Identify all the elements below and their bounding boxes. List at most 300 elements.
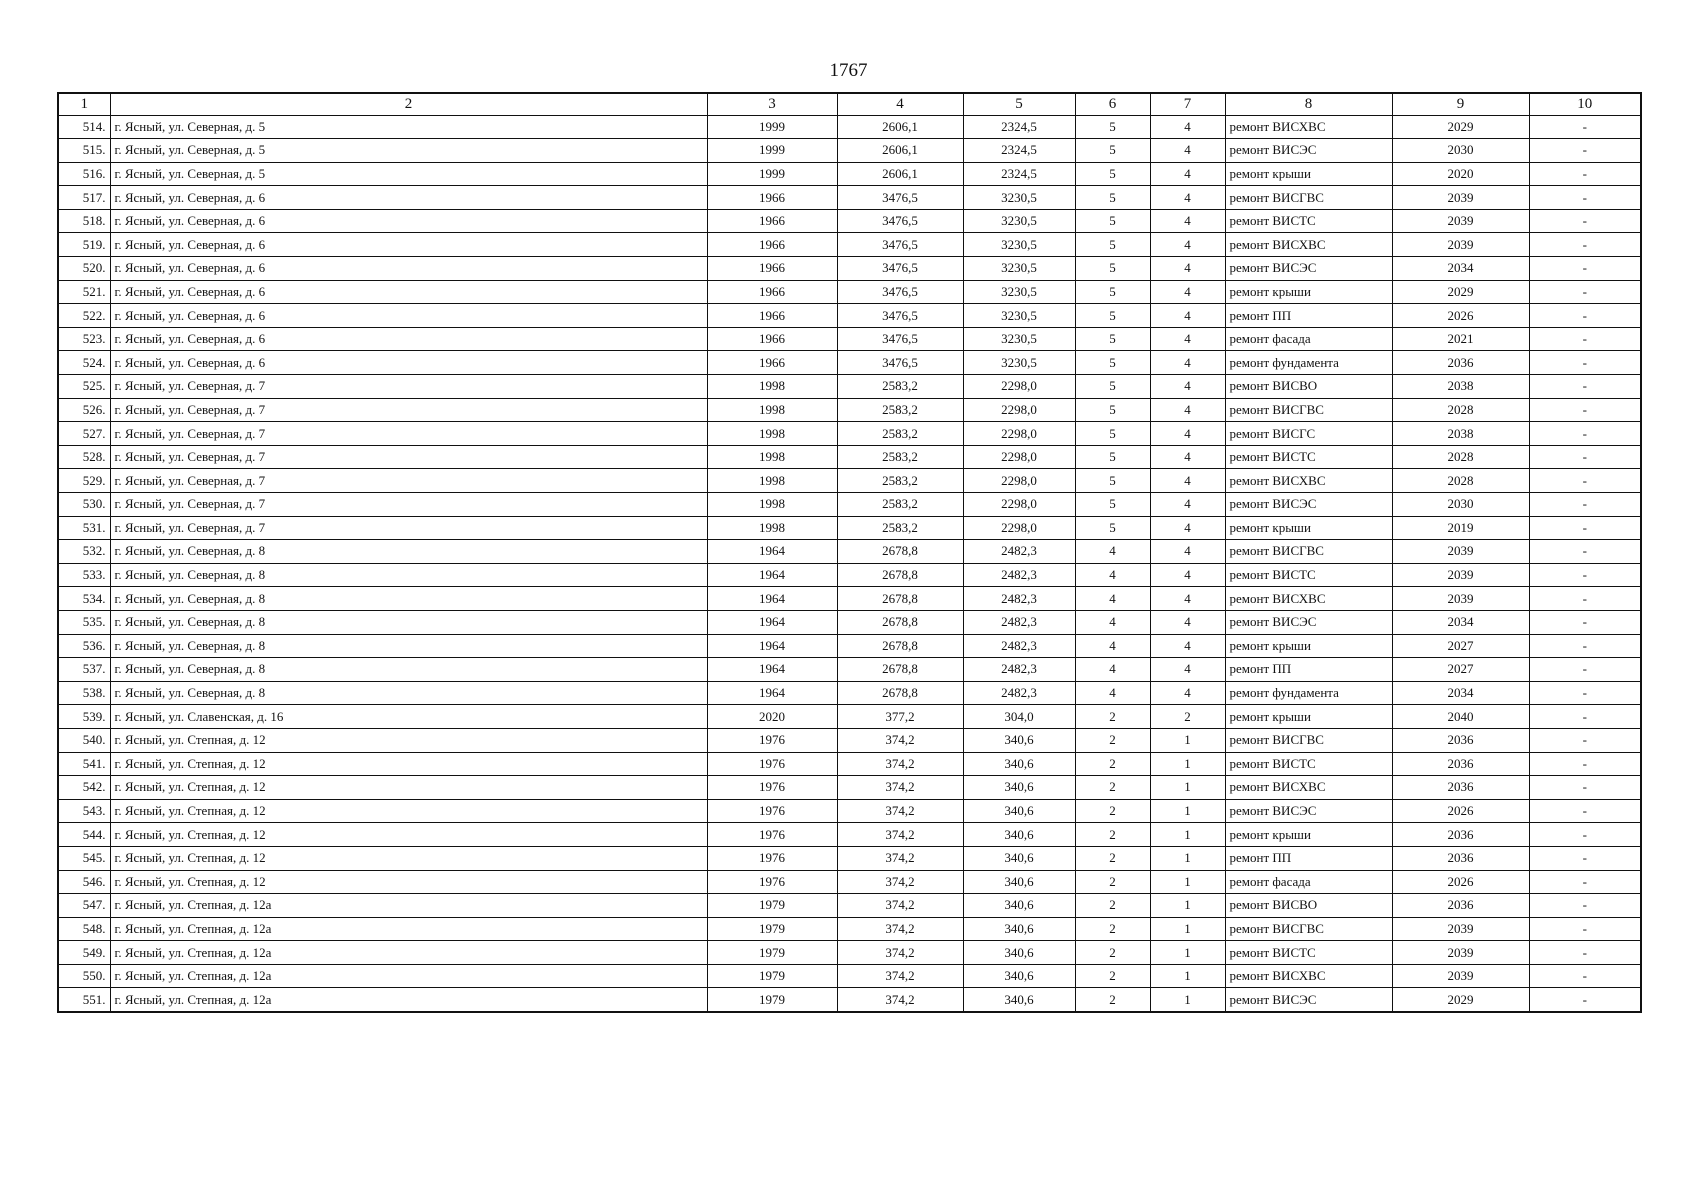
table-row xyxy=(58,469,1641,493)
floors-cell: 4 xyxy=(1075,658,1150,682)
total-area-cell: 2583,2 xyxy=(837,445,963,469)
table-row xyxy=(58,327,1641,351)
header-row xyxy=(58,93,1641,115)
row-number-cell: 538. xyxy=(58,681,110,705)
row-number-cell: 546. xyxy=(58,870,110,894)
address-cell: г. Ясный, ул. Северная, д. 6 xyxy=(110,280,707,304)
plan-year-cell: 2026 xyxy=(1392,870,1529,894)
table-row xyxy=(58,398,1641,422)
floors-cell: 2 xyxy=(1075,799,1150,823)
floors-cell: 5 xyxy=(1075,280,1150,304)
total-area-cell: 2583,2 xyxy=(837,469,963,493)
total-area-cell: 2606,1 xyxy=(837,115,963,139)
plan-year-cell: 2039 xyxy=(1392,563,1529,587)
build-year-cell: 1964 xyxy=(707,540,837,564)
row-number-cell: 529. xyxy=(58,469,110,493)
address-cell: г. Ясный, ул. Северная, д. 7 xyxy=(110,375,707,399)
note-cell: - xyxy=(1529,705,1641,729)
table-row xyxy=(58,894,1641,918)
floors-cell: 2 xyxy=(1075,964,1150,988)
address-cell: г. Ясный, ул. Северная, д. 6 xyxy=(110,351,707,375)
plan-year-cell: 2020 xyxy=(1392,162,1529,186)
living-area-cell: 304,0 xyxy=(963,705,1075,729)
row-number-cell: 547. xyxy=(58,894,110,918)
total-area-cell: 374,2 xyxy=(837,776,963,800)
living-area-cell: 340,6 xyxy=(963,941,1075,965)
note-cell: - xyxy=(1529,728,1641,752)
work-type-cell: ремонт фасада xyxy=(1225,327,1392,351)
total-area-cell: 3476,5 xyxy=(837,327,963,351)
row-number-cell: 534. xyxy=(58,587,110,611)
total-area-cell: 3476,5 xyxy=(837,257,963,281)
entrances-cell: 1 xyxy=(1150,823,1225,847)
entrances-cell: 4 xyxy=(1150,351,1225,375)
floors-cell: 5 xyxy=(1075,398,1150,422)
floors-cell: 4 xyxy=(1075,540,1150,564)
table-row xyxy=(58,610,1641,634)
table-row xyxy=(58,139,1641,163)
row-number-cell: 522. xyxy=(58,304,110,328)
total-area-cell: 2678,8 xyxy=(837,681,963,705)
entrances-cell: 4 xyxy=(1150,327,1225,351)
plan-year-cell: 2036 xyxy=(1392,846,1529,870)
register-table xyxy=(57,92,1642,1013)
build-year-cell: 1979 xyxy=(707,917,837,941)
build-year-cell: 1966 xyxy=(707,209,837,233)
column-header-9: 9 xyxy=(1392,93,1529,115)
living-area-cell: 3230,5 xyxy=(963,327,1075,351)
entrances-cell: 1 xyxy=(1150,988,1225,1012)
total-area-cell: 2583,2 xyxy=(837,375,963,399)
table-row xyxy=(58,540,1641,564)
total-area-cell: 3476,5 xyxy=(837,304,963,328)
work-type-cell: ремонт ВИСТС xyxy=(1225,209,1392,233)
living-area-cell: 340,6 xyxy=(963,964,1075,988)
work-type-cell: ремонт ВИСТС xyxy=(1225,563,1392,587)
table-row xyxy=(58,658,1641,682)
row-number-cell: 514. xyxy=(58,115,110,139)
table-row xyxy=(58,209,1641,233)
entrances-cell: 4 xyxy=(1150,115,1225,139)
work-type-cell: ремонт ВИСХВС xyxy=(1225,115,1392,139)
work-type-cell: ремонт крыши xyxy=(1225,280,1392,304)
table-row xyxy=(58,752,1641,776)
floors-cell: 4 xyxy=(1075,634,1150,658)
entrances-cell: 4 xyxy=(1150,398,1225,422)
entrances-cell: 4 xyxy=(1150,139,1225,163)
plan-year-cell: 2036 xyxy=(1392,351,1529,375)
address-cell: г. Ясный, ул. Степная, д. 12 xyxy=(110,776,707,800)
living-area-cell: 2482,3 xyxy=(963,658,1075,682)
floors-cell: 2 xyxy=(1075,705,1150,729)
work-type-cell: ремонт ВИСХВС xyxy=(1225,469,1392,493)
living-area-cell: 2298,0 xyxy=(963,398,1075,422)
build-year-cell: 1966 xyxy=(707,280,837,304)
build-year-cell: 1999 xyxy=(707,162,837,186)
floors-cell: 5 xyxy=(1075,115,1150,139)
living-area-cell: 340,6 xyxy=(963,752,1075,776)
row-number-cell: 536. xyxy=(58,634,110,658)
row-number-cell: 535. xyxy=(58,610,110,634)
living-area-cell: 2298,0 xyxy=(963,375,1075,399)
table-row xyxy=(58,917,1641,941)
table-row xyxy=(58,988,1641,1012)
entrances-cell: 4 xyxy=(1150,375,1225,399)
total-area-cell: 374,2 xyxy=(837,988,963,1012)
total-area-cell: 3476,5 xyxy=(837,280,963,304)
address-cell: г. Ясный, ул. Северная, д. 7 xyxy=(110,516,707,540)
living-area-cell: 2324,5 xyxy=(963,162,1075,186)
row-number-cell: 549. xyxy=(58,941,110,965)
floors-cell: 4 xyxy=(1075,587,1150,611)
address-cell: г. Ясный, ул. Степная, д. 12 xyxy=(110,799,707,823)
column-header-6: 6 xyxy=(1075,93,1150,115)
plan-year-cell: 2036 xyxy=(1392,752,1529,776)
note-cell: - xyxy=(1529,610,1641,634)
living-area-cell: 2324,5 xyxy=(963,139,1075,163)
total-area-cell: 3476,5 xyxy=(837,233,963,257)
total-area-cell: 2606,1 xyxy=(837,162,963,186)
entrances-cell: 1 xyxy=(1150,728,1225,752)
entrances-cell: 4 xyxy=(1150,516,1225,540)
floors-cell: 4 xyxy=(1075,681,1150,705)
table-row xyxy=(58,115,1641,139)
column-header-8: 8 xyxy=(1225,93,1392,115)
entrances-cell: 4 xyxy=(1150,493,1225,517)
build-year-cell: 1998 xyxy=(707,375,837,399)
living-area-cell: 3230,5 xyxy=(963,304,1075,328)
entrances-cell: 1 xyxy=(1150,964,1225,988)
table-row xyxy=(58,941,1641,965)
living-area-cell: 2298,0 xyxy=(963,445,1075,469)
work-type-cell: ремонт крыши xyxy=(1225,705,1392,729)
row-number-cell: 518. xyxy=(58,209,110,233)
total-area-cell: 374,2 xyxy=(837,964,963,988)
total-area-cell: 2678,8 xyxy=(837,658,963,682)
living-area-cell: 3230,5 xyxy=(963,233,1075,257)
entrances-cell: 2 xyxy=(1150,705,1225,729)
note-cell: - xyxy=(1529,540,1641,564)
table-row xyxy=(58,280,1641,304)
plan-year-cell: 2027 xyxy=(1392,658,1529,682)
table-row xyxy=(58,493,1641,517)
row-number-cell: 521. xyxy=(58,280,110,304)
floors-cell: 5 xyxy=(1075,493,1150,517)
total-area-cell: 2678,8 xyxy=(837,540,963,564)
living-area-cell: 3230,5 xyxy=(963,280,1075,304)
note-cell: - xyxy=(1529,823,1641,847)
table-row xyxy=(58,257,1641,281)
row-number-cell: 541. xyxy=(58,752,110,776)
address-cell: г. Ясный, ул. Степная, д. 12 xyxy=(110,728,707,752)
address-cell: г. Ясный, ул. Славенская, д. 16 xyxy=(110,705,707,729)
plan-year-cell: 2029 xyxy=(1392,115,1529,139)
note-cell: - xyxy=(1529,162,1641,186)
note-cell: - xyxy=(1529,280,1641,304)
living-area-cell: 2298,0 xyxy=(963,516,1075,540)
address-cell: г. Ясный, ул. Северная, д. 8 xyxy=(110,681,707,705)
entrances-cell: 4 xyxy=(1150,280,1225,304)
work-type-cell: ремонт ВИСГВС xyxy=(1225,186,1392,210)
column-header-3: 3 xyxy=(707,93,837,115)
living-area-cell: 2298,0 xyxy=(963,493,1075,517)
note-cell: - xyxy=(1529,658,1641,682)
living-area-cell: 340,6 xyxy=(963,988,1075,1012)
build-year-cell: 1998 xyxy=(707,493,837,517)
living-area-cell: 340,6 xyxy=(963,823,1075,847)
build-year-cell: 1998 xyxy=(707,422,837,446)
entrances-cell: 1 xyxy=(1150,846,1225,870)
table-row xyxy=(58,728,1641,752)
total-area-cell: 374,2 xyxy=(837,846,963,870)
plan-year-cell: 2030 xyxy=(1392,493,1529,517)
entrances-cell: 1 xyxy=(1150,799,1225,823)
work-type-cell: ремонт ВИСГС xyxy=(1225,422,1392,446)
note-cell: - xyxy=(1529,422,1641,446)
address-cell: г. Ясный, ул. Северная, д. 5 xyxy=(110,162,707,186)
note-cell: - xyxy=(1529,846,1641,870)
entrances-cell: 4 xyxy=(1150,445,1225,469)
build-year-cell: 1976 xyxy=(707,823,837,847)
note-cell: - xyxy=(1529,186,1641,210)
floors-cell: 5 xyxy=(1075,375,1150,399)
build-year-cell: 1966 xyxy=(707,233,837,257)
total-area-cell: 374,2 xyxy=(837,894,963,918)
address-cell: г. Ясный, ул. Северная, д. 6 xyxy=(110,233,707,257)
address-cell: г. Ясный, ул. Степная, д. 12а xyxy=(110,988,707,1012)
build-year-cell: 1998 xyxy=(707,445,837,469)
plan-year-cell: 2030 xyxy=(1392,139,1529,163)
address-cell: г. Ясный, ул. Северная, д. 8 xyxy=(110,634,707,658)
plan-year-cell: 2029 xyxy=(1392,280,1529,304)
column-header-1: 1 xyxy=(58,93,110,115)
living-area-cell: 340,6 xyxy=(963,894,1075,918)
build-year-cell: 1964 xyxy=(707,610,837,634)
floors-cell: 2 xyxy=(1075,988,1150,1012)
work-type-cell: ремонт ВИСЭС xyxy=(1225,139,1392,163)
build-year-cell: 1976 xyxy=(707,870,837,894)
work-type-cell: ремонт ВИСЭС xyxy=(1225,610,1392,634)
plan-year-cell: 2036 xyxy=(1392,894,1529,918)
work-type-cell: ремонт ВИСГВС xyxy=(1225,540,1392,564)
total-area-cell: 374,2 xyxy=(837,752,963,776)
address-cell: г. Ясный, ул. Северная, д. 7 xyxy=(110,445,707,469)
floors-cell: 5 xyxy=(1075,351,1150,375)
plan-year-cell: 2039 xyxy=(1392,233,1529,257)
build-year-cell: 1964 xyxy=(707,563,837,587)
total-area-cell: 2678,8 xyxy=(837,563,963,587)
row-number-cell: 551. xyxy=(58,988,110,1012)
note-cell: - xyxy=(1529,445,1641,469)
address-cell: г. Ясный, ул. Северная, д. 7 xyxy=(110,398,707,422)
entrances-cell: 4 xyxy=(1150,209,1225,233)
total-area-cell: 3476,5 xyxy=(837,186,963,210)
floors-cell: 4 xyxy=(1075,610,1150,634)
note-cell: - xyxy=(1529,752,1641,776)
build-year-cell: 1976 xyxy=(707,776,837,800)
entrances-cell: 4 xyxy=(1150,162,1225,186)
note-cell: - xyxy=(1529,469,1641,493)
row-number-cell: 515. xyxy=(58,139,110,163)
address-cell: г. Ясный, ул. Северная, д. 8 xyxy=(110,587,707,611)
column-header-4: 4 xyxy=(837,93,963,115)
address-cell: г. Ясный, ул. Северная, д. 8 xyxy=(110,658,707,682)
plan-year-cell: 2029 xyxy=(1392,988,1529,1012)
floors-cell: 5 xyxy=(1075,516,1150,540)
floors-cell: 4 xyxy=(1075,563,1150,587)
address-cell: г. Ясный, ул. Северная, д. 6 xyxy=(110,209,707,233)
work-type-cell: ремонт ВИСВО xyxy=(1225,894,1392,918)
address-cell: г. Ясный, ул. Северная, д. 5 xyxy=(110,115,707,139)
floors-cell: 5 xyxy=(1075,233,1150,257)
note-cell: - xyxy=(1529,398,1641,422)
plan-year-cell: 2039 xyxy=(1392,941,1529,965)
floors-cell: 2 xyxy=(1075,941,1150,965)
note-cell: - xyxy=(1529,493,1641,517)
plan-year-cell: 2039 xyxy=(1392,540,1529,564)
table-row xyxy=(58,587,1641,611)
row-number-cell: 530. xyxy=(58,493,110,517)
address-cell: г. Ясный, ул. Степная, д. 12 xyxy=(110,870,707,894)
total-area-cell: 2678,8 xyxy=(837,587,963,611)
table-row xyxy=(58,516,1641,540)
plan-year-cell: 2039 xyxy=(1392,964,1529,988)
row-number-cell: 526. xyxy=(58,398,110,422)
entrances-cell: 1 xyxy=(1150,776,1225,800)
address-cell: г. Ясный, ул. Степная, д. 12а xyxy=(110,917,707,941)
plan-year-cell: 2028 xyxy=(1392,469,1529,493)
plan-year-cell: 2038 xyxy=(1392,375,1529,399)
total-area-cell: 2583,2 xyxy=(837,422,963,446)
entrances-cell: 4 xyxy=(1150,658,1225,682)
work-type-cell: ремонт ПП xyxy=(1225,304,1392,328)
work-type-cell: ремонт ВИСХВС xyxy=(1225,587,1392,611)
entrances-cell: 4 xyxy=(1150,469,1225,493)
entrances-cell: 4 xyxy=(1150,681,1225,705)
total-area-cell: 2583,2 xyxy=(837,516,963,540)
column-header-2: 2 xyxy=(110,93,707,115)
plan-year-cell: 2039 xyxy=(1392,587,1529,611)
total-area-cell: 374,2 xyxy=(837,823,963,847)
build-year-cell: 1976 xyxy=(707,752,837,776)
living-area-cell: 340,6 xyxy=(963,870,1075,894)
living-area-cell: 2482,3 xyxy=(963,563,1075,587)
build-year-cell: 1976 xyxy=(707,799,837,823)
floors-cell: 5 xyxy=(1075,422,1150,446)
living-area-cell: 2482,3 xyxy=(963,610,1075,634)
total-area-cell: 374,2 xyxy=(837,870,963,894)
row-number-cell: 520. xyxy=(58,257,110,281)
entrances-cell: 1 xyxy=(1150,917,1225,941)
entrances-cell: 1 xyxy=(1150,752,1225,776)
living-area-cell: 2482,3 xyxy=(963,587,1075,611)
row-number-cell: 531. xyxy=(58,516,110,540)
page-number: 1767 xyxy=(829,60,868,81)
note-cell: - xyxy=(1529,563,1641,587)
work-type-cell: ремонт крыши xyxy=(1225,634,1392,658)
note-cell: - xyxy=(1529,257,1641,281)
table-row xyxy=(58,705,1641,729)
table-row xyxy=(58,870,1641,894)
row-number-cell: 519. xyxy=(58,233,110,257)
plan-year-cell: 2040 xyxy=(1392,705,1529,729)
plan-year-cell: 2036 xyxy=(1392,823,1529,847)
note-cell: - xyxy=(1529,327,1641,351)
plan-year-cell: 2027 xyxy=(1392,634,1529,658)
build-year-cell: 1998 xyxy=(707,398,837,422)
total-area-cell: 2678,8 xyxy=(837,634,963,658)
work-type-cell: ремонт ВИСЭС xyxy=(1225,988,1392,1012)
row-number-cell: 539. xyxy=(58,705,110,729)
row-number-cell: 540. xyxy=(58,728,110,752)
plan-year-cell: 2028 xyxy=(1392,398,1529,422)
address-cell: г. Ясный, ул. Степная, д. 12 xyxy=(110,846,707,870)
row-number-cell: 516. xyxy=(58,162,110,186)
plan-year-cell: 2021 xyxy=(1392,327,1529,351)
work-type-cell: ремонт ВИСГВС xyxy=(1225,398,1392,422)
row-number-cell: 537. xyxy=(58,658,110,682)
address-cell: г. Ясный, ул. Степная, д. 12а xyxy=(110,964,707,988)
work-type-cell: ремонт ПП xyxy=(1225,846,1392,870)
work-type-cell: ремонт фундамента xyxy=(1225,681,1392,705)
table-row xyxy=(58,445,1641,469)
address-cell: г. Ясный, ул. Северная, д. 6 xyxy=(110,186,707,210)
row-number-cell: 545. xyxy=(58,846,110,870)
table-row xyxy=(58,375,1641,399)
total-area-cell: 374,2 xyxy=(837,941,963,965)
build-year-cell: 1979 xyxy=(707,988,837,1012)
build-year-cell: 1979 xyxy=(707,964,837,988)
entrances-cell: 4 xyxy=(1150,304,1225,328)
build-year-cell: 1966 xyxy=(707,351,837,375)
note-cell: - xyxy=(1529,870,1641,894)
work-type-cell: ремонт ВИСХВС xyxy=(1225,776,1392,800)
row-number-cell: 542. xyxy=(58,776,110,800)
plan-year-cell: 2036 xyxy=(1392,776,1529,800)
build-year-cell: 1964 xyxy=(707,587,837,611)
note-cell: - xyxy=(1529,681,1641,705)
note-cell: - xyxy=(1529,304,1641,328)
note-cell: - xyxy=(1529,941,1641,965)
entrances-cell: 1 xyxy=(1150,870,1225,894)
living-area-cell: 2482,3 xyxy=(963,681,1075,705)
plan-year-cell: 2019 xyxy=(1392,516,1529,540)
build-year-cell: 1964 xyxy=(707,681,837,705)
column-header-5: 5 xyxy=(963,93,1075,115)
work-type-cell: ремонт фундамента xyxy=(1225,351,1392,375)
plan-year-cell: 2034 xyxy=(1392,257,1529,281)
address-cell: г. Ясный, ул. Северная, д. 7 xyxy=(110,493,707,517)
floors-cell: 2 xyxy=(1075,917,1150,941)
address-cell: г. Ясный, ул. Северная, д. 6 xyxy=(110,327,707,351)
plan-year-cell: 2026 xyxy=(1392,304,1529,328)
build-year-cell: 2020 xyxy=(707,705,837,729)
table-row xyxy=(58,162,1641,186)
address-cell: г. Ясный, ул. Северная, д. 8 xyxy=(110,563,707,587)
floors-cell: 5 xyxy=(1075,445,1150,469)
total-area-cell: 374,2 xyxy=(837,917,963,941)
plan-year-cell: 2038 xyxy=(1392,422,1529,446)
total-area-cell: 3476,5 xyxy=(837,351,963,375)
note-cell: - xyxy=(1529,516,1641,540)
work-type-cell: ремонт ВИСЭС xyxy=(1225,257,1392,281)
row-number-cell: 527. xyxy=(58,422,110,446)
table-row xyxy=(58,799,1641,823)
build-year-cell: 1966 xyxy=(707,327,837,351)
work-type-cell: ремонт ВИСХВС xyxy=(1225,233,1392,257)
entrances-cell: 4 xyxy=(1150,587,1225,611)
work-type-cell: ремонт фасада xyxy=(1225,870,1392,894)
